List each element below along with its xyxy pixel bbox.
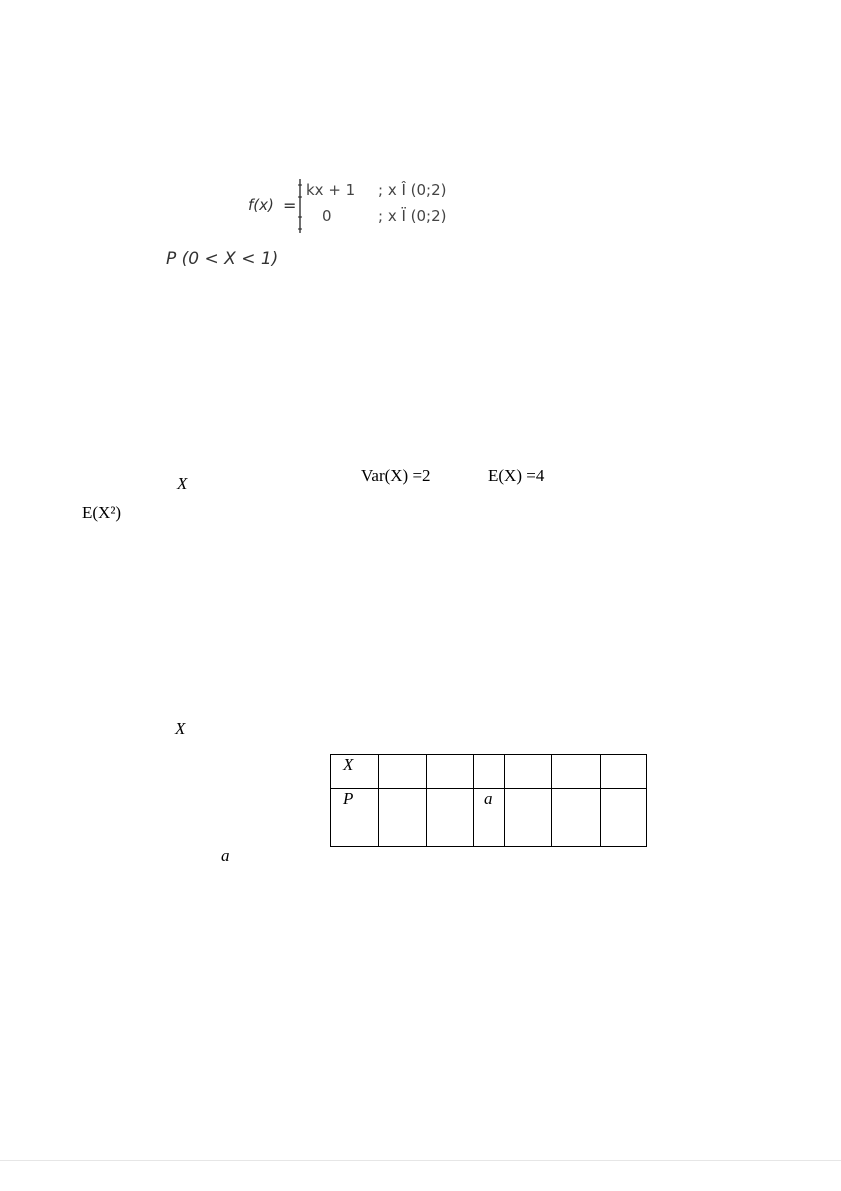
variance-expression: Var(X) =2	[361, 466, 431, 485]
table-cell	[427, 789, 474, 847]
case-2-condition: ; x Ï (0;2)	[378, 207, 447, 225]
equals-sign: =	[283, 196, 297, 215]
table-cell	[601, 789, 647, 847]
table-cell	[552, 789, 601, 847]
table-header-x: X	[331, 755, 379, 789]
brace-icon	[297, 177, 303, 235]
table-header-p: P	[331, 789, 379, 847]
table-cell	[601, 755, 647, 789]
table-cell	[552, 755, 601, 789]
table-cell	[474, 755, 505, 789]
random-variable-symbol-2: X	[175, 719, 186, 738]
table-cell	[379, 755, 427, 789]
random-variable-symbol: X	[177, 474, 188, 493]
unknown-a-label: a	[221, 846, 230, 865]
case-2-expression: 0	[322, 207, 332, 225]
page-divider	[0, 1160, 841, 1161]
table-cell-a: a	[474, 789, 505, 847]
table-cell	[505, 755, 552, 789]
distribution-table	[330, 754, 647, 847]
table-cell	[379, 789, 427, 847]
case-1-condition: ; x Î (0;2)	[378, 181, 447, 199]
table-row	[331, 789, 647, 847]
case-1-expression: kx + 1	[306, 181, 356, 199]
expectation-expression: E(X) =4	[488, 466, 545, 485]
table-row	[331, 755, 647, 789]
second-moment-expression: E(X²)	[82, 503, 122, 522]
probability-expression: P (0 < X < 1)	[166, 249, 279, 269]
table-cell	[427, 755, 474, 789]
function-label: f(x)	[248, 196, 274, 214]
table-cell	[505, 789, 552, 847]
